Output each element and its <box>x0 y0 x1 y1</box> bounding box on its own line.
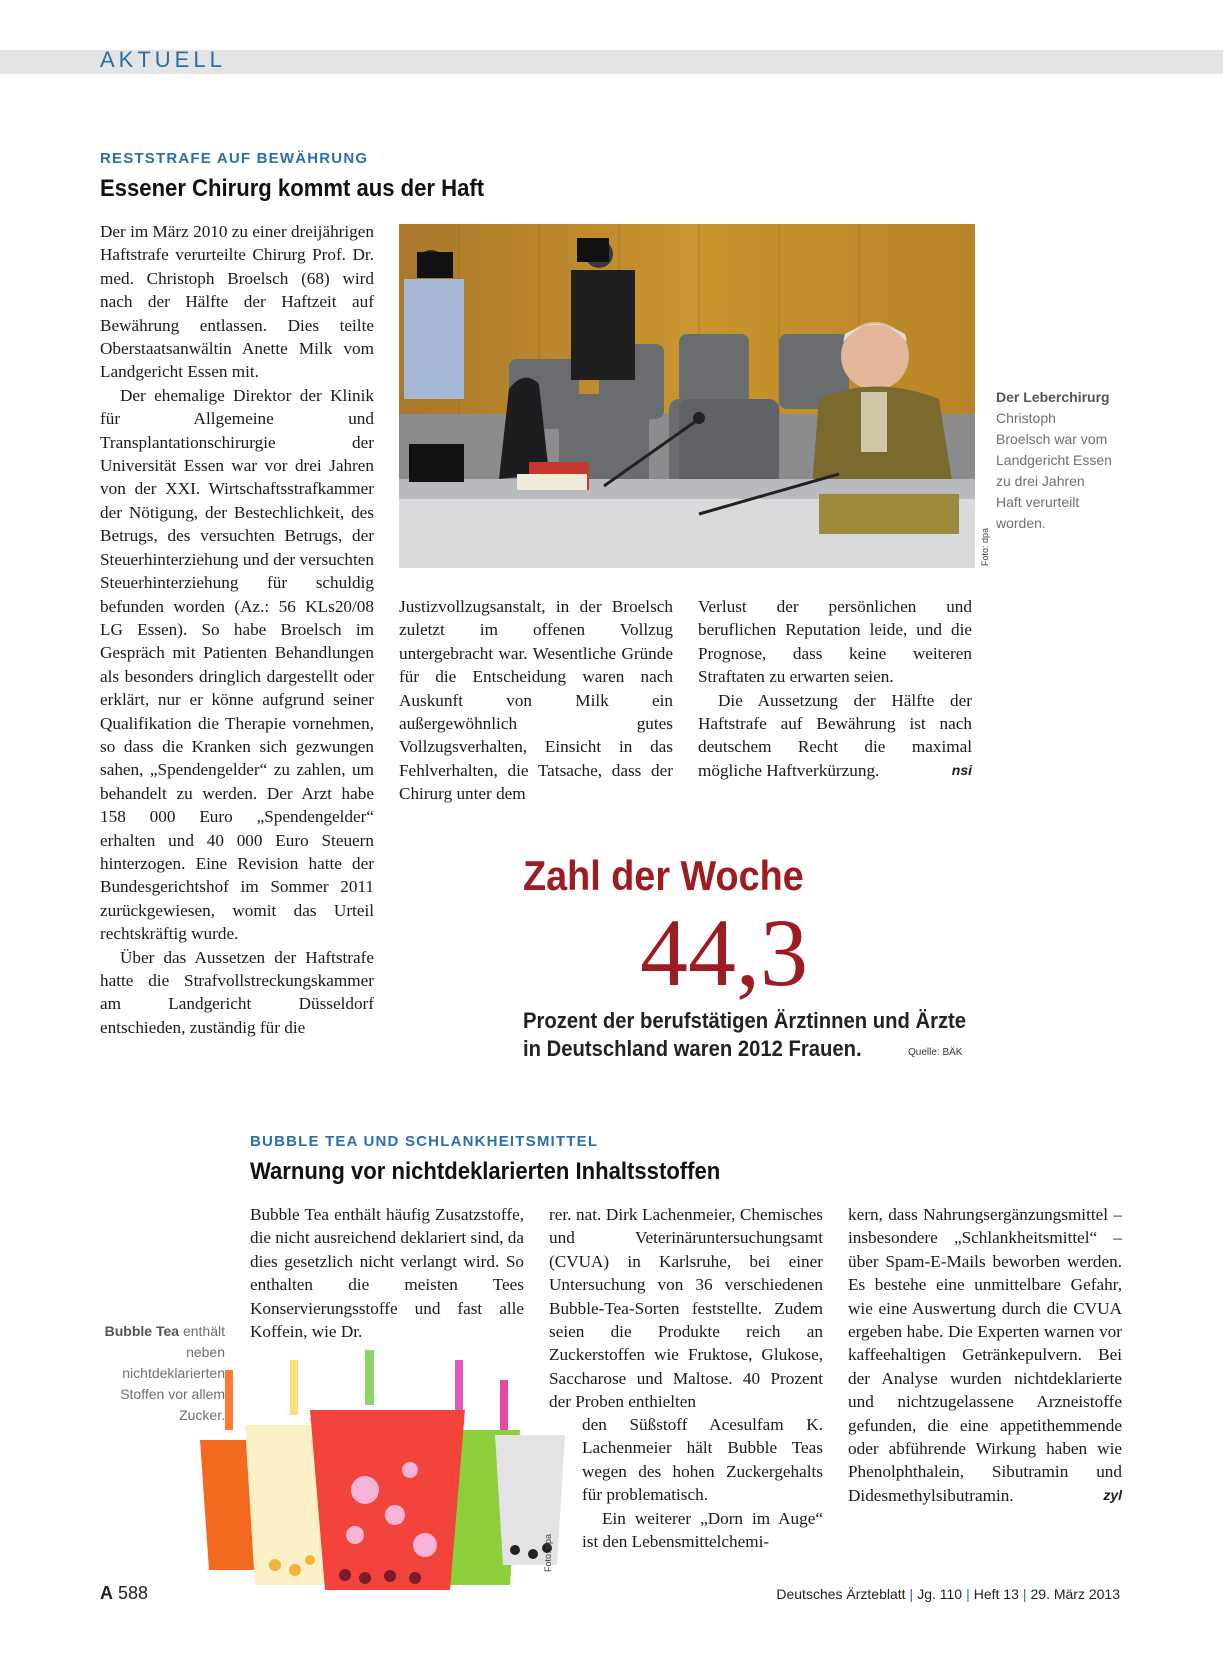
article2-column-2-wrap <box>582 1413 823 1553</box>
bubble-tea-photo-graphic <box>195 1350 570 1600</box>
article2-paragraph: den Süßstoff Acesulfam K. Lachenmeier hält Bubble Teas wegen des hohen Zuckergehalts für problematisch. <box>582 1415 823 1505</box>
number-of-week-line-1: Prozent der berufstätigen Ärztinnen und Ärzte <box>523 1008 967 1033</box>
bubble-tea-photo <box>195 1350 570 1600</box>
article1-paragraph: Justizvollzugsanstalt, in der Broelsch zuletzt im offenen Vollzug untergebracht war. Wesentliche Gründe für die Entscheidung waren nach Auskunft von Milk ein außergewöhnlich gutes Vollzugsverhalten, Einsicht in das Fehlverhalten, die Tatsache, dass der Chirurg unter dem <box>399 597 673 804</box>
article1-photo-credit: Foto: dpa <box>980 527 990 566</box>
number-of-week-source: Quelle: BÄK <box>908 1047 963 1058</box>
article1-paragraph: Der im März 2010 zu einer dreijährigen Haftstrafe verurteilte Chirurg Prof. Dr. med. Christoph Broelsch (68) wird nach der Hälfte der Haftzeit auf Bewährung entlassen. Dies teilte Oberstaatsanwältin Anette Milk vom Landgericht Essen mit. <box>100 222 374 382</box>
article2-paragraph: rer. nat. Dirk Lachenmeier, Chemisches und Veterinäruntersuchungsamt (CVUA) in Karlsruhe, bei einer Untersuchung von 36 verschiedenen Bubble-Tea-Sorten feststellte. Zudem seien die Produkte reich an Zuckerstoffen wie Fruktose, Glukose, Saccharose und Maltose. 40 Prozent der Proben enthielten <box>549 1205 823 1412</box>
article1-paragraph-text: Die Aussetzung der Hälfte der Haftstrafe auf Bewährung ist nach deutschem Recht die maximal mögliche Haftverkürzung. <box>698 690 972 780</box>
article1-byline: nsi <box>951 761 972 778</box>
article2-photo-credit: Foto: dpa <box>543 1533 553 1572</box>
article2-paragraph: Bubble Tea enthält häufig Zusatzstoffe, die nicht ausreichend deklariert sind, da dies gesetzlich nicht verlangt wird. So enthalten die meisten Tees Konservierungsstoffe und fast alle Koffein, wie Dr. <box>250 1205 524 1342</box>
page-prefix: A <box>100 1583 113 1603</box>
caption-text: Christoph Broelsch war vom Landgericht Essen zu drei Jahren Haft verurteilt worden. <box>996 410 1112 531</box>
caption-bold: Bubble Tea <box>104 1323 180 1339</box>
caption-text: enthält neben nichtdeklarierten Stoffen vor allem Zucker. <box>120 1323 225 1423</box>
article1-column-1 <box>100 220 374 1039</box>
journal-volume: Jg. 110 <box>917 1586 963 1602</box>
journal-name: Deutsches Ärzteblatt <box>776 1586 906 1602</box>
caption-bold: Der Leberchirurg <box>996 389 1110 405</box>
article2-kicker: BUBBLE TEA UND SCHLANKHEITSMITTEL <box>250 1133 599 1150</box>
section-label: AKTUELL <box>100 47 226 72</box>
number-of-week-description <box>523 1007 966 1063</box>
article1-photo-caption <box>996 387 1114 534</box>
article2-paragraph: Ein weiterer „Dorn im Auge“ ist den Lebensmittelchemi- <box>582 1508 823 1552</box>
article2-column-3 <box>848 1203 1122 1507</box>
journal-issue: Heft 13 <box>973 1586 1019 1602</box>
article1-paragraph: Der ehemalige Direktor der Klinik für Allgemeine und Transplantationschirurgie der Universität Essen war vor drei Jahren von der XXI. Wirtschaftsstrafkammer der Nötigung, der Bestechlichkeit, des Betrugs, des versuchten Betrugs, der Steuerhinterziehung und der versuchten Steuerhinterziehung für schuldig befunden worden (Az.: 56 KLs20/08 LG Essen). So habe Broelsch im Gespräch mit Patienten Behandlungen als besonders dringlich dargestellt oder erklärt, nur er könne aufgrund seiner Qualifikation die Therapie vornehmen, so dass die Kranken sich gezwungen sahen, „Spendengelder“ zu zahlen, um behandelt zu werden. Der Arzt habe 158 000 Euro „Spendengelder“ erhalten und 40 000 Euro Steuern hinterzogen. Eine Revision hatte der Bundesgerichtshof im Sommer 2011 zurückgewiesen, womit das Urteil rechtskräftig wurde. <box>100 385 374 944</box>
number-of-week-line-2: in Deutschland waren 2012 Frauen. <box>523 1036 862 1061</box>
article1-paragraph <box>698 689 972 783</box>
article1-kicker: RESTSTRAFE AUF BEWÄHRUNG <box>100 150 369 167</box>
article2-paragraph <box>848 1203 1122 1507</box>
article1-column-2 <box>399 595 673 806</box>
article2-byline: zyl <box>1103 1486 1122 1503</box>
journal-footer: Deutsches Ärzteblatt | Jg. 110 | Heft 13 | 29. März 2013 <box>776 1586 1120 1602</box>
article2-column-2 <box>549 1203 823 1414</box>
article2-headline: Warnung vor nichtdeklarierten Inhaltsstoffen <box>250 1158 721 1185</box>
article1-paragraph: Über das Aussetzen der Haftstrafe hatte die Strafvollstreckungskammer am Landgericht Düsseldorf entschieden, zuständig für die <box>100 947 374 1037</box>
page-number <box>100 1583 148 1604</box>
article1-headline: Essener Chirurg kommt aus der Haft <box>100 175 485 202</box>
article1-paragraph: Verlust der persönlichen und beruflichen Reputation leide, und die Prognose, dass keine weiteren Straftaten zu erwarten seien. <box>698 597 972 687</box>
article2-column-1 <box>250 1203 524 1343</box>
number-of-week-title: Zahl der Woche <box>523 852 804 899</box>
courtroom-photo <box>399 224 975 568</box>
number-of-week-value: 44,3 <box>640 899 808 1006</box>
page-number-value: 588 <box>118 1583 149 1603</box>
article1-column-3 <box>698 595 972 782</box>
article2-paragraph-text: kern, dass Nahrungsergänzungsmittel – insbesondere „Schlankheitsmittel“ – über Spam-E-Mails beworben werden. Es bestehe eine unmittelbare Gefahr, wie eine Auswertung durch die CVUA ergeben habe. Die Experten warnen vor kaffeehaltigen Getränkepulvern. Bei der Analyse wurden nichtdeklarierte und nichtzugelassene Arzneistoffe gefunden, die eine appetithemmende oder abführende Wirkung haben wie Phenolphthalein, Sibutramin und Didesmethylsibutramin. <box>848 1205 1122 1505</box>
courtroom-photo-graphic <box>399 224 975 568</box>
journal-date: 29. März 2013 <box>1030 1586 1120 1602</box>
